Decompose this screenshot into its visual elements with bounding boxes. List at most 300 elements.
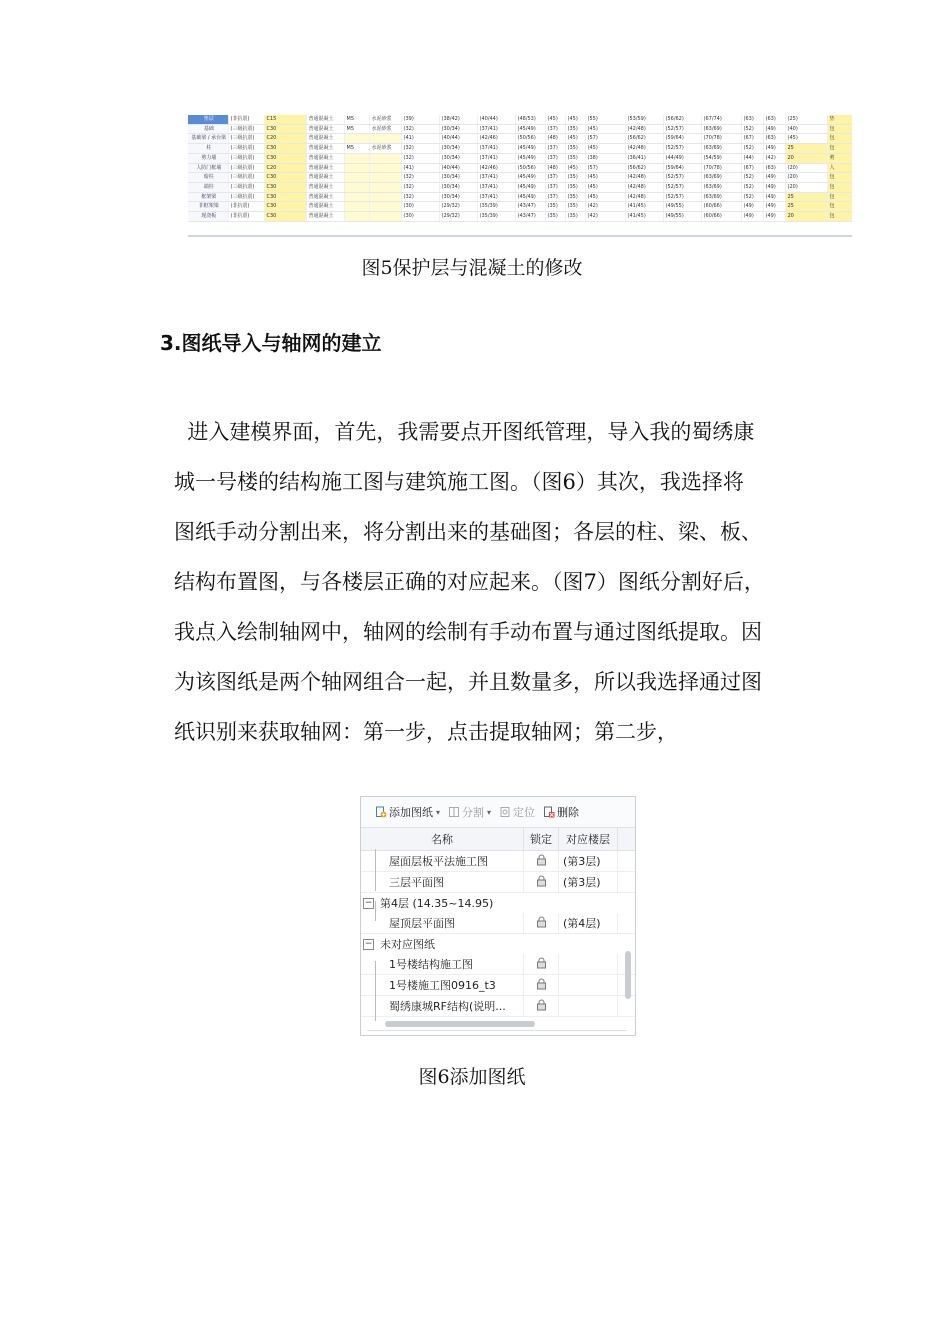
- table-cell[interactable]: C30: [264, 212, 306, 222]
- lock-toggle[interactable]: [524, 954, 559, 974]
- table-cell[interactable]: C30: [264, 144, 306, 154]
- table-cell[interactable]: (37/41): [477, 153, 515, 163]
- dropdown-arrow-icon[interactable]: ▾: [436, 807, 441, 817]
- table-cell[interactable]: (42): [763, 153, 785, 163]
- table-cell[interactable]: (三级抗震): [228, 153, 264, 163]
- table-cell[interactable]: (30/34): [439, 144, 477, 154]
- lock-toggle[interactable]: [524, 913, 559, 933]
- lock-toggle[interactable]: [524, 851, 559, 871]
- table-cell[interactable]: 普通混凝土: [306, 115, 344, 124]
- vertical-scrollbar[interactable]: [625, 951, 631, 999]
- table-cell[interactable]: 25: [785, 202, 827, 212]
- table-cell[interactable]: 基础梁 / 承台梁: [188, 134, 228, 144]
- table-cell[interactable]: 普通混凝土: [306, 134, 344, 144]
- table-cell[interactable]: 普通混凝土: [306, 192, 344, 202]
- figure-5-table-screenshot: [188, 115, 852, 237]
- table-cell[interactable]: (37/41): [477, 182, 515, 192]
- lock-icon[interactable]: [536, 854, 547, 869]
- table-cell[interactable]: (32): [401, 192, 439, 202]
- table-cell[interactable]: (29/32): [439, 202, 477, 212]
- table-cell[interactable]: (30): [401, 212, 439, 222]
- table-cell[interactable]: 包: [827, 144, 852, 154]
- drawing-row[interactable]: [361, 996, 635, 1017]
- add-drawing-icon: [375, 806, 387, 818]
- figure-6-caption: 图6添加图纸: [418, 1066, 526, 1088]
- drawing-row[interactable]: [361, 851, 635, 872]
- lock-icon[interactable]: [536, 999, 547, 1014]
- table-cell[interactable]: 非框架梁: [188, 202, 228, 212]
- delete-icon: [543, 806, 555, 818]
- floor-column-header[interactable]: 对应楼层: [559, 828, 618, 850]
- table-cell[interactable]: (49): [763, 202, 785, 212]
- table-cell[interactable]: (42/46): [477, 134, 515, 144]
- drawing-row[interactable]: [361, 872, 635, 893]
- table-cell[interactable]: (52): [741, 182, 763, 192]
- table-cell[interactable]: [369, 192, 401, 202]
- table-cell[interactable]: 水泥砂浆: [369, 144, 401, 154]
- table-cell[interactable]: (35/39): [477, 212, 515, 222]
- table-cell[interactable]: (45/49): [515, 173, 545, 183]
- table-row[interactable]: [188, 115, 852, 124]
- group-label: 第4层 (14.35~14.95): [380, 897, 494, 910]
- table-cell[interactable]: (40/44): [439, 134, 477, 144]
- table-cell[interactable]: 20: [785, 212, 827, 222]
- table-cell[interactable]: (45): [585, 192, 625, 202]
- table-cell[interactable]: (32): [401, 173, 439, 183]
- table-cell[interactable]: [344, 134, 369, 144]
- table-cell[interactable]: [369, 182, 401, 192]
- drawing-name[interactable]: 1号楼结构施工图: [361, 954, 524, 974]
- table-cell[interactable]: (37): [545, 173, 565, 183]
- table-cell[interactable]: (49): [763, 182, 785, 192]
- table-cell[interactable]: (42/48): [625, 192, 663, 202]
- table-cell[interactable]: 包: [827, 124, 852, 134]
- body-paragraph: [174, 407, 824, 757]
- table-cell[interactable]: 端柱: [188, 182, 228, 192]
- table-cell[interactable]: (42): [585, 202, 625, 212]
- table-cell[interactable]: (非抗震): [228, 212, 264, 222]
- material-settings-table: [188, 115, 852, 222]
- floor-cell[interactable]: (第3层): [559, 851, 618, 871]
- table-cell[interactable]: (42/48): [625, 124, 663, 134]
- table-cell[interactable]: (55): [585, 115, 625, 124]
- table-cell[interactable]: (42/48): [625, 182, 663, 192]
- lock-toggle[interactable]: [524, 975, 559, 995]
- table-cell[interactable]: (20): [785, 163, 827, 173]
- tree-group-row[interactable]: [361, 893, 635, 913]
- table-cell[interactable]: (43/47): [515, 202, 545, 212]
- table-cell[interactable]: (63): [763, 115, 785, 124]
- table-cell[interactable]: (52/57): [663, 173, 701, 183]
- drawing-row[interactable]: [361, 975, 635, 996]
- floor-cell[interactable]: (第3层): [559, 872, 618, 892]
- table-cell[interactable]: (56/62): [625, 134, 663, 144]
- paragraph-line: 进入建模界面，首先，我需要点开图纸管理，导入我的蜀绣康: [174, 420, 755, 444]
- table-cell[interactable]: C30: [264, 124, 306, 134]
- tree-group-row[interactable]: [361, 934, 635, 954]
- floor-cell[interactable]: [559, 996, 618, 1016]
- locate-label: 定位: [513, 806, 536, 819]
- table-cell[interactable]: (20): [785, 173, 827, 183]
- table-cell[interactable]: (52): [741, 144, 763, 154]
- table-cell[interactable]: (63/69): [701, 192, 741, 202]
- table-cell[interactable]: (44): [741, 153, 763, 163]
- table-row[interactable]: [188, 124, 852, 134]
- add-drawing-label: 添加图纸: [389, 806, 433, 819]
- table-cell[interactable]: (49): [763, 212, 785, 222]
- table-cell[interactable]: 20: [785, 153, 827, 163]
- table-cell[interactable]: (45): [585, 124, 625, 134]
- table-cell[interactable]: (63): [763, 134, 785, 144]
- table-cell[interactable]: (70/78): [701, 134, 741, 144]
- table-cell[interactable]: (63/69): [701, 173, 741, 183]
- table-cell[interactable]: (38/42): [439, 115, 477, 124]
- delete-button[interactable]: [543, 804, 579, 820]
- table-cell[interactable]: 暗柱: [188, 173, 228, 183]
- table-cell[interactable]: (45/49): [515, 144, 545, 154]
- table-cell[interactable]: (三级抗震): [228, 182, 264, 192]
- table-cell[interactable]: (56/62): [663, 115, 701, 124]
- table-cell[interactable]: (38): [585, 153, 625, 163]
- table-cell[interactable]: (52): [741, 192, 763, 202]
- table-cell[interactable]: C30: [264, 173, 306, 183]
- drawing-toolbar: [361, 797, 635, 828]
- table-cell[interactable]: (45/49): [515, 153, 545, 163]
- lock-toggle[interactable]: [524, 872, 559, 892]
- table-cell[interactable]: M5: [344, 144, 369, 154]
- table-cell[interactable]: (40/44): [477, 115, 515, 124]
- table-row[interactable]: [188, 182, 852, 192]
- table-cell[interactable]: 普通混凝土: [306, 202, 344, 212]
- table-cell[interactable]: (44/49): [663, 153, 701, 163]
- section-heading: 3.图纸导入与轴网的建立: [160, 331, 382, 355]
- table-cell[interactable]: (42): [585, 212, 625, 222]
- table-cell[interactable]: [344, 153, 369, 163]
- table-cell[interactable]: (35): [565, 182, 585, 192]
- table-cell[interactable]: (50/56): [515, 163, 545, 173]
- table-cell[interactable]: (60/66): [701, 202, 741, 212]
- collapse-icon[interactable]: −: [364, 938, 373, 949]
- table-cell[interactable]: [344, 173, 369, 183]
- table-cell[interactable]: (45): [545, 115, 565, 124]
- table-cell[interactable]: (49/55): [663, 212, 701, 222]
- table-cell[interactable]: (50/56): [515, 134, 545, 144]
- table-cell[interactable]: (59/64): [663, 134, 701, 144]
- table-cell[interactable]: (45/49): [515, 182, 545, 192]
- table-cell[interactable]: (30/34): [439, 173, 477, 183]
- table-cell[interactable]: (32): [401, 124, 439, 134]
- table-cell[interactable]: (41): [401, 163, 439, 173]
- table-cell[interactable]: (43/47): [515, 212, 545, 222]
- table-cell[interactable]: (67): [741, 134, 763, 144]
- table-cell[interactable]: (三级抗震): [228, 173, 264, 183]
- lock-icon[interactable]: [536, 957, 547, 972]
- table-cell[interactable]: (32): [401, 182, 439, 192]
- table-cell[interactable]: C30: [264, 192, 306, 202]
- lock-column-header[interactable]: 锁定: [524, 828, 559, 850]
- table-cell[interactable]: (70/78): [701, 163, 741, 173]
- table-cell[interactable]: 基础: [188, 124, 228, 134]
- table-cell[interactable]: [344, 212, 369, 222]
- table-cell[interactable]: (63): [741, 115, 763, 124]
- name-column-header[interactable]: 名称: [361, 828, 524, 850]
- table-cell[interactable]: (41/45): [625, 212, 663, 222]
- table-cell[interactable]: 人: [827, 163, 852, 173]
- paragraph-line: 我点入绘制轴网中，轴网的绘制有手动布置与通过图纸提取。因: [174, 620, 762, 644]
- table-cell[interactable]: (60/66): [701, 212, 741, 222]
- table-cell[interactable]: 剪: [827, 153, 852, 163]
- table-cell[interactable]: (三级抗震): [228, 144, 264, 154]
- table-cell[interactable]: (67/74): [701, 115, 741, 124]
- table-cell[interactable]: (67): [741, 163, 763, 173]
- table-cell[interactable]: [344, 202, 369, 212]
- table-cell[interactable]: 垫层: [188, 115, 228, 124]
- table-cell[interactable]: 包: [827, 173, 852, 183]
- table-cell[interactable]: (52/57): [663, 192, 701, 202]
- lock-icon[interactable]: [536, 916, 547, 931]
- lock-icon[interactable]: [536, 978, 547, 993]
- tree-guide-line: [375, 961, 376, 1021]
- table-cell[interactable]: 现浇板: [188, 212, 228, 222]
- scroll-track: [367, 1030, 627, 1031]
- locate-button[interactable]: [499, 804, 535, 820]
- table-cell[interactable]: 25: [785, 192, 827, 202]
- table-cell[interactable]: C20: [264, 134, 306, 144]
- table-cell[interactable]: (41): [401, 134, 439, 144]
- add-drawing-button[interactable]: [375, 804, 440, 820]
- table-cell[interactable]: (40): [785, 124, 827, 134]
- lock-toggle[interactable]: [524, 996, 559, 1016]
- table-cell[interactable]: (35): [565, 192, 585, 202]
- table-cell[interactable]: C30: [264, 202, 306, 212]
- table-cell[interactable]: [369, 202, 401, 212]
- drawing-row[interactable]: [361, 913, 635, 934]
- split-label: 分割: [462, 806, 485, 819]
- drawing-name[interactable]: 三层平面图: [361, 872, 524, 892]
- table-cell[interactable]: (35): [565, 212, 585, 222]
- table-cell[interactable]: (35): [565, 202, 585, 212]
- table-cell[interactable]: (30/34): [439, 153, 477, 163]
- table-row[interactable]: [188, 153, 852, 163]
- figure-5-caption: 图5保护层与混凝土的修改: [361, 257, 583, 279]
- table-cell[interactable]: (35): [565, 153, 585, 163]
- paragraph-line: 纸识别来获取轴网：第一步，点击提取轴网；第二步，: [174, 720, 678, 744]
- table-cell[interactable]: (48): [545, 134, 565, 144]
- table-cell[interactable]: C20: [264, 163, 306, 173]
- paragraph-line: 结构布置图，与各楼层正确的对应起来。（图7）图纸分割好后，: [174, 570, 765, 594]
- table-cell[interactable]: 包: [827, 134, 852, 144]
- dropdown-arrow-icon[interactable]: ▾: [487, 807, 492, 817]
- table-cell[interactable]: (41/45): [625, 202, 663, 212]
- table-cell[interactable]: (37/41): [477, 192, 515, 202]
- table-cell[interactable]: (63/69): [701, 182, 741, 192]
- table-cell[interactable]: M5: [344, 115, 369, 124]
- table-row[interactable]: [188, 192, 852, 202]
- table-cell[interactable]: (63): [763, 163, 785, 173]
- table-cell[interactable]: 普通混凝土: [306, 163, 344, 173]
- table-cell[interactable]: (52/57): [663, 144, 701, 154]
- table-cell[interactable]: (56/62): [625, 163, 663, 173]
- table-cell[interactable]: (35): [565, 173, 585, 183]
- table-cell[interactable]: (59/64): [663, 163, 701, 173]
- table-cell[interactable]: [344, 163, 369, 173]
- table-row[interactable]: [188, 163, 852, 173]
- table-cell[interactable]: 普通混凝土: [306, 173, 344, 183]
- table-cell[interactable]: (49): [763, 124, 785, 134]
- table-cell[interactable]: (三级抗震): [228, 192, 264, 202]
- horizontal-scrollbar[interactable]: [385, 1021, 535, 1027]
- table-cell[interactable]: (45): [565, 115, 585, 124]
- table-cell[interactable]: [369, 212, 401, 222]
- drawing-name[interactable]: 蜀绣康城RF结构(说明...: [361, 996, 524, 1016]
- table-cell[interactable]: C15: [264, 115, 306, 124]
- table-cell[interactable]: (42/46): [477, 163, 515, 173]
- table-cell[interactable]: (非抗震): [228, 115, 264, 124]
- table-cell[interactable]: (42/48): [625, 173, 663, 183]
- table-cell[interactable]: (42/48): [625, 144, 663, 154]
- table-cell[interactable]: (36/41): [625, 153, 663, 163]
- drawing-row[interactable]: [361, 954, 635, 975]
- table-cell[interactable]: (57): [585, 163, 625, 173]
- table-cell[interactable]: (40/44): [439, 163, 477, 173]
- table-cell[interactable]: 25: [785, 144, 827, 154]
- table-cell[interactable]: (63/69): [701, 124, 741, 134]
- table-cell[interactable]: (45/49): [515, 124, 545, 134]
- table-cell[interactable]: (三级抗震): [228, 134, 264, 144]
- table-cell[interactable]: 包: [827, 212, 852, 222]
- table-cell[interactable]: 垫: [827, 115, 852, 124]
- table-cell[interactable]: (35/39): [477, 202, 515, 212]
- table-cell[interactable]: (49/55): [663, 202, 701, 212]
- table-cell[interactable]: (53/59): [625, 115, 663, 124]
- table-row[interactable]: [188, 212, 852, 222]
- tree-guide-line: [375, 849, 376, 891]
- table-cell[interactable]: 包: [827, 182, 852, 192]
- table-cell[interactable]: (49): [763, 173, 785, 183]
- table-cell[interactable]: C30: [264, 182, 306, 192]
- drawing-name[interactable]: 屋顶层平面图: [361, 913, 524, 933]
- table-cell[interactable]: (52): [741, 173, 763, 183]
- table-cell[interactable]: (45): [565, 163, 585, 173]
- table-cell[interactable]: 普通混凝土: [306, 182, 344, 192]
- floor-cell[interactable]: [559, 954, 618, 974]
- paragraph-line: 为该图纸是两个轴网组合一起，并且数量多，所以我选择通过图: [174, 670, 762, 694]
- table-cell[interactable]: (37/41): [477, 124, 515, 134]
- table-cell[interactable]: [369, 153, 401, 163]
- table-cell[interactable]: (48): [545, 163, 565, 173]
- table-cell[interactable]: (45/49): [515, 192, 545, 202]
- table-cell[interactable]: (57): [585, 134, 625, 144]
- table-cell[interactable]: (63/69): [701, 144, 741, 154]
- table-cell[interactable]: (非抗震): [228, 202, 264, 212]
- table-cell[interactable]: (49): [741, 212, 763, 222]
- table-cell[interactable]: 普通混凝土: [306, 212, 344, 222]
- table-cell[interactable]: [369, 163, 401, 173]
- table-cell[interactable]: (39): [401, 115, 439, 124]
- table-cell[interactable]: 框架梁: [188, 192, 228, 202]
- table-cell[interactable]: (32): [401, 144, 439, 154]
- table-cell[interactable]: (45): [585, 173, 625, 183]
- table-cell[interactable]: (30/34): [439, 182, 477, 192]
- table-cell[interactable]: (52/57): [663, 182, 701, 192]
- table-cell[interactable]: (45): [585, 182, 625, 192]
- table-row[interactable]: [188, 202, 852, 212]
- floor-cell[interactable]: (第4层): [559, 913, 618, 933]
- table-cell[interactable]: 普通混凝土: [306, 124, 344, 134]
- table-cell[interactable]: (45): [785, 134, 827, 144]
- drawing-name[interactable]: 1号楼施工图0916_t3: [361, 975, 524, 995]
- table-cell[interactable]: 水泥砂浆: [369, 124, 401, 134]
- paragraph-line: 城一号楼的结构施工图与建筑施工图。（图6）其次，我选择将: [174, 470, 744, 494]
- table-cell[interactable]: (30): [401, 202, 439, 212]
- table-cell[interactable]: M5: [344, 124, 369, 134]
- table-cell[interactable]: (32): [401, 153, 439, 163]
- table-cell[interactable]: (37): [545, 182, 565, 192]
- table-cell[interactable]: (49): [741, 202, 763, 212]
- table-cell[interactable]: (35): [545, 202, 565, 212]
- table-row[interactable]: [188, 173, 852, 183]
- table-row[interactable]: [188, 144, 852, 154]
- table-cell[interactable]: 普通混凝土: [306, 144, 344, 154]
- table-cell[interactable]: (49): [763, 144, 785, 154]
- table-cell[interactable]: (29/32): [439, 212, 477, 222]
- table-cell[interactable]: [369, 173, 401, 183]
- table-cell[interactable]: (54/59): [701, 153, 741, 163]
- table-cell[interactable]: 柱: [188, 144, 228, 154]
- table-cell[interactable]: (45): [565, 134, 585, 144]
- table-cell[interactable]: 水泥砂浆: [369, 115, 401, 124]
- lock-icon[interactable]: [536, 875, 547, 890]
- locate-icon: [499, 806, 511, 818]
- table-cell[interactable]: (48/53): [515, 115, 545, 124]
- table-cell[interactable]: (37/41): [477, 173, 515, 183]
- table-cell[interactable]: (37): [545, 124, 565, 134]
- collapse-icon[interactable]: −: [364, 897, 373, 908]
- table-cell[interactable]: (52/57): [663, 124, 701, 134]
- table-cell[interactable]: [369, 134, 401, 144]
- drawing-name[interactable]: 屋面层板平法施工图: [361, 851, 524, 871]
- table-cell[interactable]: (25): [785, 115, 827, 124]
- table-cell[interactable]: (35): [565, 124, 585, 134]
- table-cell[interactable]: (52): [741, 124, 763, 134]
- table-cell[interactable]: (37): [545, 153, 565, 163]
- split-icon: [448, 806, 460, 818]
- table-cell[interactable]: (49): [763, 192, 785, 202]
- floor-cell[interactable]: [559, 975, 618, 995]
- table-cell[interactable]: (30/34): [439, 192, 477, 202]
- table-cell[interactable]: [344, 182, 369, 192]
- table-cell[interactable]: 普通混凝土: [306, 153, 344, 163]
- table-cell[interactable]: (35): [545, 212, 565, 222]
- split-button[interactable]: [448, 804, 491, 820]
- table-cell[interactable]: (20): [785, 182, 827, 192]
- table-cell[interactable]: 包: [827, 192, 852, 202]
- table-cell[interactable]: (45): [585, 144, 625, 154]
- table-cell[interactable]: (37): [545, 192, 565, 202]
- table-cell[interactable]: [344, 192, 369, 202]
- table-cell[interactable]: C30: [264, 153, 306, 163]
- table-cell[interactable]: 人防门框墙: [188, 163, 228, 173]
- table-cell[interactable]: 包: [827, 202, 852, 212]
- table-row[interactable]: [188, 134, 852, 144]
- table-cell[interactable]: 剪力墙: [188, 153, 228, 163]
- table-cell[interactable]: (37): [545, 144, 565, 154]
- table-cell[interactable]: (30/34): [439, 124, 477, 134]
- table-cell[interactable]: (35): [565, 144, 585, 154]
- table-cell[interactable]: (37/41): [477, 144, 515, 154]
- table-cell[interactable]: (三级抗震): [228, 163, 264, 173]
- table-cell[interactable]: (三级抗震): [228, 124, 264, 134]
